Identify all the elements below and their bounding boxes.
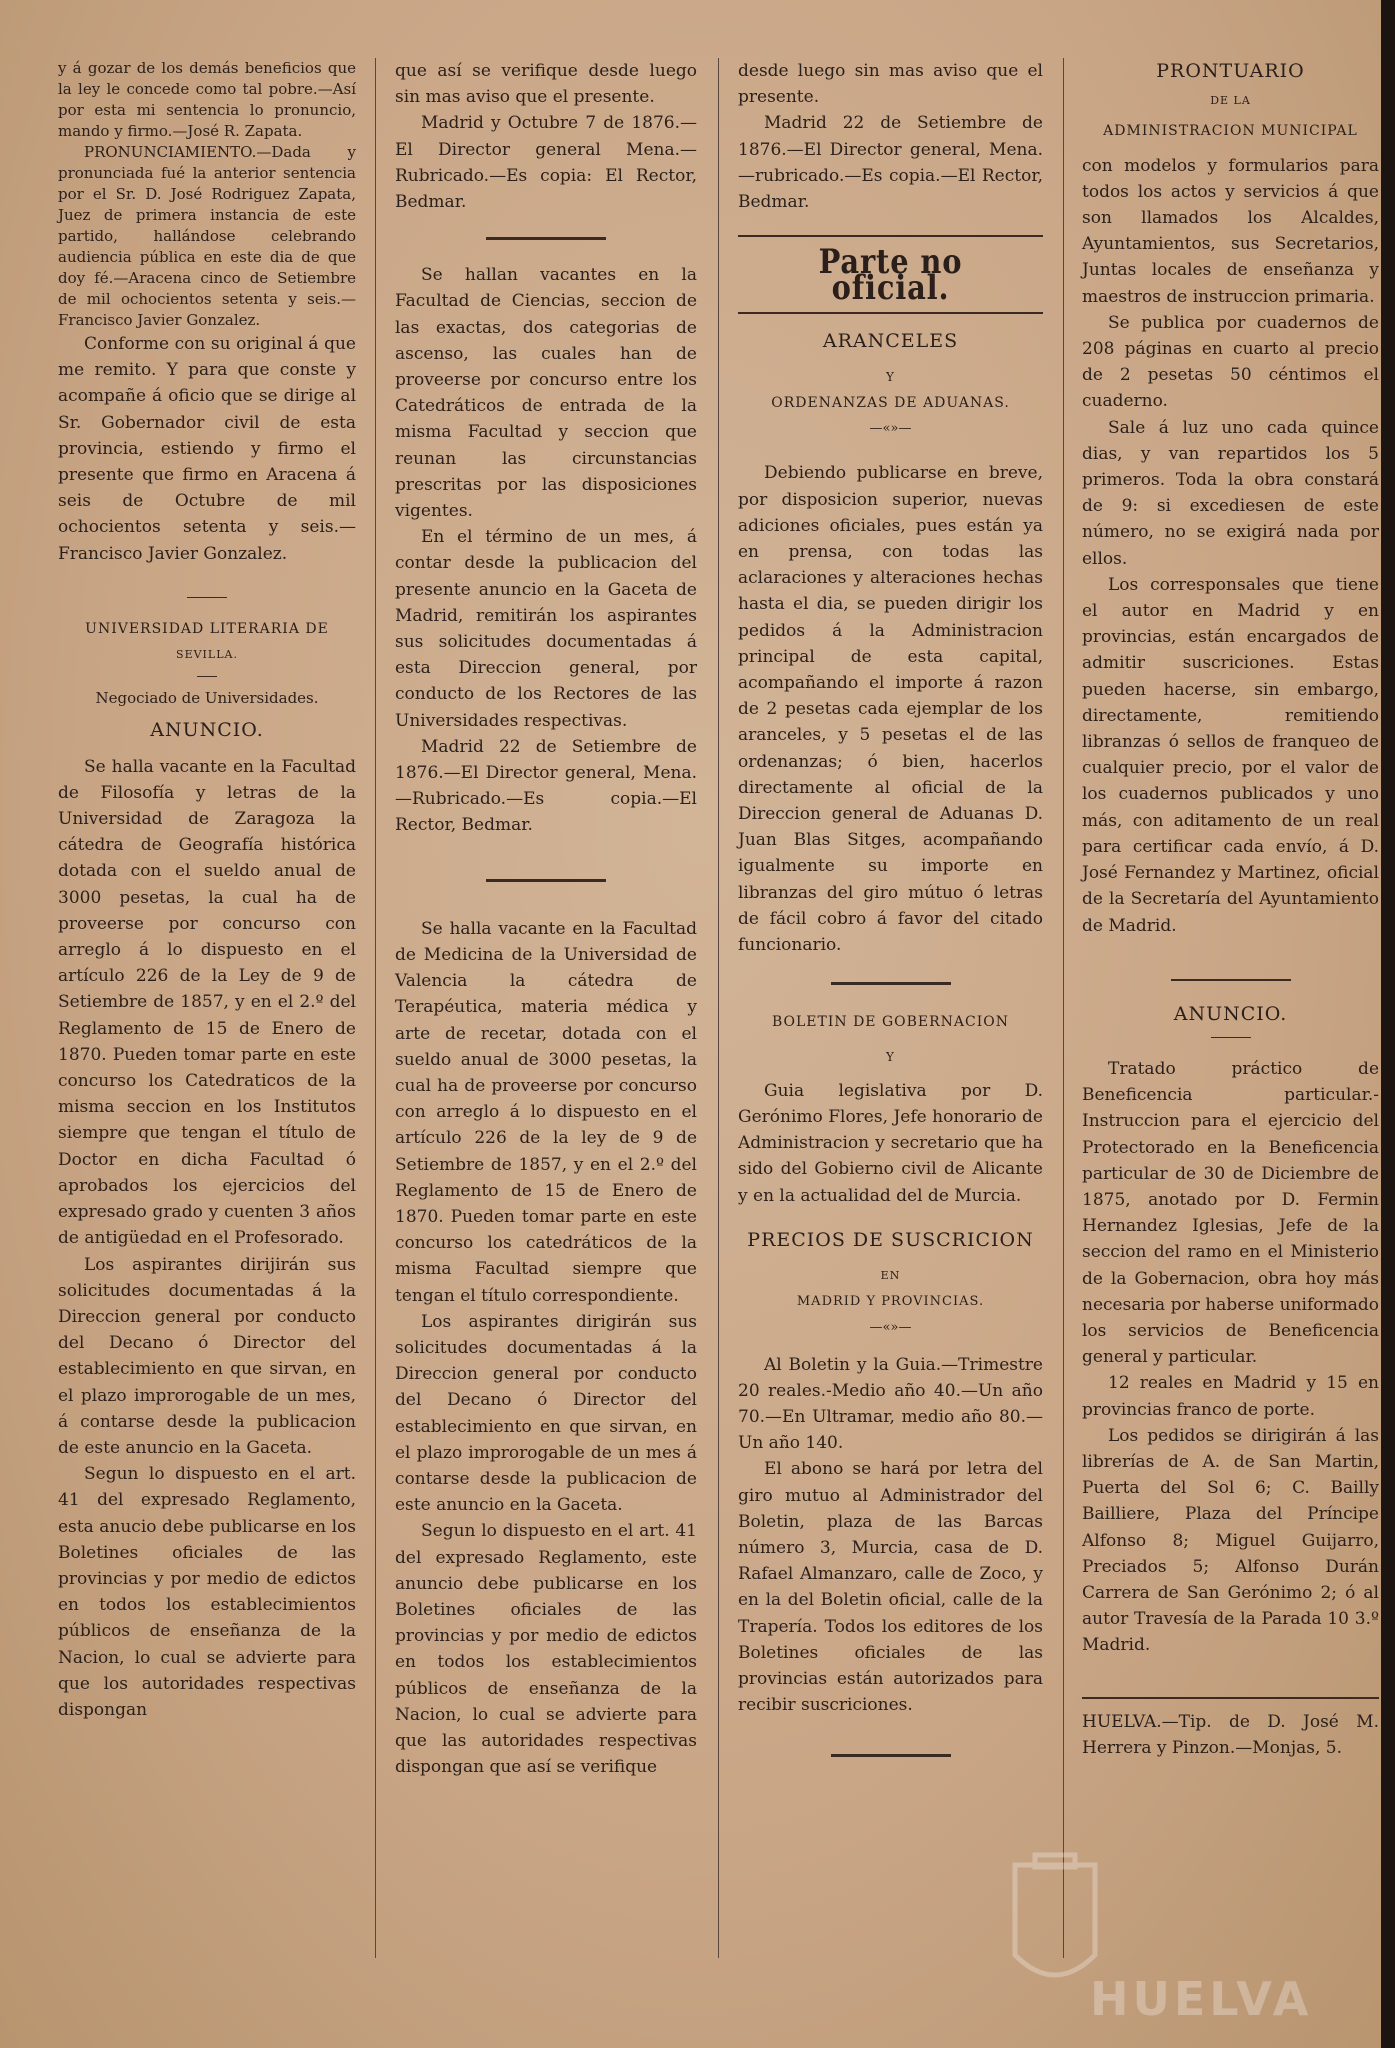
aranceles-heading: ARANCELES xyxy=(822,329,959,352)
aranceles-text: Debiendo publicarse en breve, por disposicion superior, nuevas adiciones oficiales, pues están ya en prensa, con todas las aclaraciones y alteraciones hechas hasta el dia, se pueden dirigir los pedidos á la Administracion principal de esta capital, acompañando el importe á razon de 2 pesetas cada ejemplar de los aranceles, y 5 pesetas el de las ordenanzas; ó bien, hacerlos directamente al oficial de la Direccion general de Aduanas D. Juan Blas Sitges, acompañando igualmente su importe en libranzas del giro mútuo ó letras de fácil cobro á favor del citado funcionario. xyxy=(738,463,1043,956)
pronunciamiento-text: PRONUNCIAMIENTO.—Dada y pronunciada fué la anterior sentencia por el Sr. D. José Rodriguez Zapata, Juez de primera instancia de este partido, hallándose celebrando audiencia pública en este dia de que doy fé.—Aracena cinco de Setiembre de mil ochocientos setenta y seis.—Francisco Javier Gonzalez. xyxy=(58,143,356,329)
signature-text: Madrid 22 de Setiembre de 1876.—El Director general, Mena.—Rubricado.—Es copia.—El Rector, Bedmar. xyxy=(395,736,697,836)
signature-text: Madrid y Octubre 7 de 1876.—El Director general Mena.—Rubricado.—Es copia: El Rector, Bedmar. xyxy=(395,113,697,213)
divider xyxy=(197,676,217,677)
column-2 xyxy=(395,58,697,1780)
column-divider xyxy=(1063,58,1064,1958)
abono-text: El abono se hará por letra del giro mutuo al Administrador del Boletin, plaza de las Barcas número 3, Murcia, casa de D. Rafael Almanzaro, calle de Zoco, y en la del Boletin oficial, calle de la Trapería. Todos los editores de los Boletines oficiales de las provincias están autorizados para recibir suscriciones. xyxy=(738,1459,1043,1716)
precio-text: 12 reales en Madrid y 15 en provincias franco de porte. xyxy=(1082,1373,1379,1420)
divider xyxy=(831,1754,951,1757)
conforme-text: Conforme con su original á que me remito. Y para que conste y acompañe á oficio que se dirige al Sr. Gobernador civil de esta provincia, estiendo y firmo el presente que firmo en Aracena á seis de Octubre de mil ochocientos setenta y seis.—Francisco Javier Gonzalez. xyxy=(58,334,356,564)
conjunction: Y xyxy=(886,369,895,384)
guia-text: Guia legislativa por D. Gerónimo Flores, Jefe honorario de Administracion y secretario que ha sido del Gobierno civil de Alicante y en la actualidad del de Murcia. xyxy=(738,1080,1043,1206)
divider xyxy=(831,982,951,985)
universidad-heading: UNIVERSIDAD LITERARIA DE xyxy=(85,620,329,637)
continuation-text: desde luego sin mas aviso que el presente. xyxy=(738,61,1043,108)
divider xyxy=(486,879,606,882)
column-1 xyxy=(58,58,356,1723)
parte-no-oficial-heading: Parte no oficial. xyxy=(818,242,963,309)
corresponsales-text: Los corresponsales que tiene el autor en Madrid y en provincias, están encargados de admitir suscriciones. Estas pueden hacerse, sin embargo, directamente, remitiendo libranzas ó sellos de franqueo de cualquier precio, por el valor de los cuadernos publicados y uno más, con aditamento de un real para certificar cada envío, á D. José Fernandez y Martinez, oficial de la Secretaría del Ayuntamiento de Madrid. xyxy=(1082,574,1379,936)
archive-watermark xyxy=(995,1845,1355,2035)
ciencias-vacancy-text: Se hallan vacantes en la Facultad de Ciencias, seccion de las exactas, dos categorias de ascenso, las cuales han de proveerse por concurso entre los Catedráticos de entrada de la misma Facultad y seccion que reunan las circunstancias prescritas por las disposiciones vigentes. xyxy=(395,265,697,522)
ornament: —«»— xyxy=(869,421,912,437)
dela-label: DE LA xyxy=(1210,94,1251,108)
reglamento-text: Segun lo dispuesto en el art. 41 del expresado Reglamento, esta anucio debe publicarse en los Boletines oficiales de las provincias y por medio de edictos en todos los establecimientos públicos de enseñanza de la Nacion, lo cual se advierte para que los autoridades respectivas dispongan xyxy=(58,1464,356,1720)
medicina-vacancy-text: Se halla vacante en la Facultad de Medicina de la Universidad de Valencia la cátedra de Terapéutica, materia médica y arte de recetar, dotada con el sueldo anual de 3000 pesetas, la cual ha de proveerse por concurso con arreglo á lo dispuesto en el artículo 226 de la ley de 9 de Setiembre de 1857, y en el 2.º del Reglamento de 15 de Enero de 1870. Pueden tomar parte en este concurso los catedráticos de la misma Facultad siempre que tengan el título correspondiente. xyxy=(395,918,697,1306)
zaragoza-vacancy-text: Se halla vacante en la Facultad de Filosofía y letras de la Universidad de Zaragoza la cátedra de Geografía histórica dotada con el sueldo anual de 3000 pesetas, la cual ha de proveerse por concurso con arreglo á lo dispuesto en el artículo 226 de la Ley de 9 de Setiembre de 1857, y en el 2.º del Reglamento de 15 de Enero de 1870. Pueden tomar parte en este concurso los Catedraticos de la misma seccion en los Institutos siempre que tengan el título de Doctor en dicha Facultad ó aprobados los ejercicios del expresado grado y cuenten 3 años de antigüedad en el Profesorado. xyxy=(58,756,356,1249)
sentence-text: y á gozar de los demás beneficios que la ley le concede como tal pobre.—Así por esta mi sentencia lo pronuncio, mando y firmo.—José R. Zapata. xyxy=(58,59,356,140)
cuadernos-text: Se publica por cuadernos de 208 páginas en cuarto al precio de 2 pesetas 50 céntimos el cuaderno. xyxy=(1082,312,1379,412)
reglamento-text: Segun lo dispuesto en el art. 41 del expresado Reglamento, este anuncio debe publicarse en los Boletines oficiales de las provincias y por medio de edictos en todos los establecimientos públicos de enseñanza de la Nacion, lo cual se advierte para que las autoridades respectivas dispongan que así se verifique xyxy=(395,1521,697,1778)
divider xyxy=(1082,1697,1379,1699)
boletin-heading: BOLETIN DE GOBERNACION xyxy=(771,1014,1010,1031)
beneficencia-text: Tratado práctico de Beneficencia particular.-Instruccion para el ejercicio del Protectorado en la Beneficencia particular de 30 de Diciembre de 1875, anotado por D. Fermin Hernandez Iglesias, Jefe de la seccion del ramo en el Ministerio de la Gobernacion, obra hoy más necesaria por haberse uniformado los servicios de Beneficencia general y particular. xyxy=(1082,1058,1379,1368)
column-4 xyxy=(1082,58,1379,1761)
universidad-city: SEVILLA. xyxy=(176,648,238,662)
page-edge xyxy=(1381,0,1395,2048)
administracion-heading: ADMINISTRACION MUNICIPAL xyxy=(1103,123,1358,140)
column-3 xyxy=(738,58,1043,1793)
divider xyxy=(738,235,1043,237)
aspirantes-text: Los aspirantes dirigirán sus solicitudes documentadas á la Direccion general por conducto del Decano ó Director del establecimiento en que sirvan, en el plazo improrogable de un mes á contarse desde la publicacion de este anuncio en la Gaceta. xyxy=(395,1311,697,1516)
periodicidad-text: Sale á luz uno cada quince dias, y van repartidos los 5 primeros. Toda la obra constará de 9: si excediesen de este número, no se exigirá nada por ellos. xyxy=(1082,417,1379,569)
watermark-text: HUELVA xyxy=(1090,1972,1313,2026)
aspirantes-text: Los aspirantes dirijirán sus solicitudes documentadas á la Direccion general por conducto del Decano ó Director del establecimiento en que sirvan, en el plazo improrogable de un mes, á contarse desde la publicacion de este anuncio en la Gaceta. xyxy=(58,1254,356,1458)
precios-heading: PRECIOS DE SUSCRICION xyxy=(747,1228,1034,1251)
conjunction: Y xyxy=(886,1049,895,1064)
imprint-text: HUELVA.—Tip. de D. José M. Herrera y Pinzon.—Monjas, 5. xyxy=(1082,1711,1379,1758)
divider xyxy=(1171,979,1291,981)
precios-text: Al Boletin y la Guia.—Trimestre 20 reales.-Medio año 40.—Un año 70.—En Ultramar, medio año 80.—Un año 140. xyxy=(738,1354,1043,1454)
pedidos-text: Los pedidos se dirigirán á las librerías de A. de San Martin, Puerta del Sol 6; C. Bailly Bailliere, Plaza del Príncipe Alfonso 8; Miguel Guijarro, Preciados 5; Alfonso Durán Carrera de San Gerónimo 2; ó al autor Travesía de la Parada 10 3.º Madrid. xyxy=(1082,1425,1379,1656)
divider xyxy=(187,597,227,598)
ordenanzas-heading: ORDENANZAS DE ADUANAS. xyxy=(771,395,1010,412)
plazo-text: En el término de un mes, á contar desde la publicacion del presente anuncio en la Gaceta de Madrid, remitirán los aspirantes sus solicitudes documentadas á esta Direccion general, por conducto de los Rectores de las Universidades respectivas. xyxy=(395,527,697,731)
divider xyxy=(738,312,1043,314)
signature-text: Madrid 22 de Setiembre de 1876.—El Director general, Mena.—rubricado.—Es copia.—El Rector, Bedmar. xyxy=(738,113,1043,213)
column-divider xyxy=(718,58,719,1958)
divider xyxy=(486,237,606,240)
anuncio-heading: ANUNCIO. xyxy=(1173,1002,1288,1025)
ornament: —«»— xyxy=(869,1320,912,1336)
negociado-label: Negociado de Universidades. xyxy=(95,689,319,708)
prontuario-text: con modelos y formularios para todos los actos y servicios á que son llamados los Alcaldes, Ayuntamientos, sus Secretarios, Juntas locales de enseñanza y maestros de instruccion primaria. xyxy=(1082,155,1379,307)
madrid-provincias-label: MADRID Y PROVINCIAS. xyxy=(796,1294,985,1310)
en-label: EN xyxy=(880,1268,901,1282)
continuation-text: que así se verifique desde luego sin mas aviso que el presente. xyxy=(395,61,697,108)
divider xyxy=(1211,1037,1251,1038)
prontuario-heading: PRONTUARIO xyxy=(1156,60,1305,82)
anuncio-heading: ANUNCIO. xyxy=(150,719,264,742)
column-divider xyxy=(375,58,376,1958)
